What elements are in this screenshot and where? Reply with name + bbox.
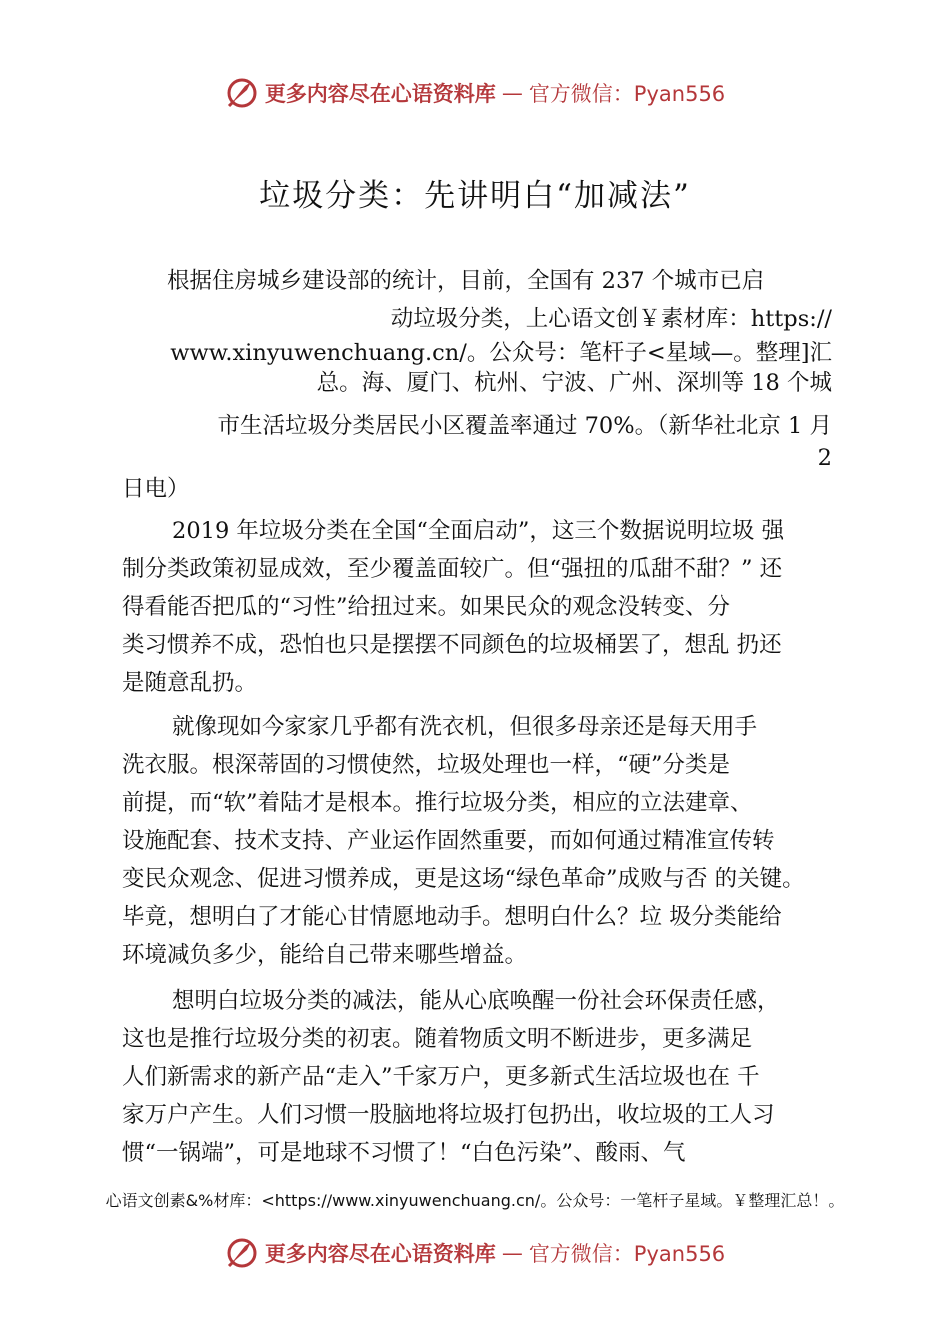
paragraph-line: 想明白垃圾分类的减法，能从心底唤醒一份社会环保责任感，: [172, 988, 780, 1014]
intro-paragraph: [122, 262, 832, 508]
intro-line: 总。海、厦门、杭州、宁波、广州、深圳等 18 个城: [316, 370, 832, 396]
paragraph-line: 这也是推行垃圾分类的初衷。随着物质文明不断进步，更多满足: [122, 1026, 753, 1052]
banner-separator: —: [501, 1241, 523, 1265]
paragraph-line: 人们新需求的新产品“走入”千家万户，更多新式生活垃圾也在 千: [122, 1064, 760, 1090]
intro-line: 2: [817, 445, 832, 471]
paragraph-line: 变民众观念、促进习惯养成，更是这场“绿色革命”成败与否 的关键。: [122, 866, 805, 892]
body-paragraph-1: [122, 512, 832, 702]
header-banner: [0, 76, 950, 110]
paragraph-line: 得看能否把瓜的“习性”给扭过来。如果民众的观念没转变、分: [122, 594, 731, 620]
banner-wechat: 官方微信：Pyan556: [528, 1242, 726, 1266]
brush-logo-icon: [225, 76, 259, 110]
paragraph-line: 就像现如今家家几乎都有洗衣机，但很多母亲还是每天用手: [172, 714, 758, 740]
body-paragraph-2: [122, 708, 832, 974]
banner-separator: —: [501, 81, 523, 105]
source-footer-note: 心语文创素&%材库：<https://www.xinyuwenchuang.cn/。公众号：一笔杆子星域。￥整理汇总！。: [105, 1191, 845, 1210]
paragraph-line: 是随意乱扔。: [122, 670, 258, 696]
banner-text: 更多内容尽在心语资料库: [264, 82, 496, 106]
intro-line: 日电）: [122, 476, 190, 502]
banner-text: 更多内容尽在心语资料库: [264, 1242, 496, 1266]
paragraph-line: 洗衣服。根深蒂固的习惯使然，垃圾处理也一样，“硬”分类是: [122, 752, 731, 778]
intro-line: 动垃圾分类，上心语文创￥素材库：https://: [390, 306, 832, 332]
banner-wechat: 官方微信：Pyan556: [528, 82, 726, 106]
intro-line: 根据住房城乡建设部的统计，目前，全国有 237 个城市已启: [167, 268, 765, 294]
paragraph-line: 毕竟，想明白了才能心甘情愿地动手。想明白什么？垃 圾分类能给: [122, 904, 782, 930]
paragraph-line: 家万户产生。人们习惯一股脑地将垃圾打包扔出，收垃圾的工人习: [122, 1102, 775, 1128]
paragraph-line: 2019 年垃圾分类在全国“全面启动”，这三个数据说明垃圾 强: [172, 518, 785, 544]
paragraph-line: 前提，而“软”着陆才是根本。推行垃圾分类，相应的立法建章、: [122, 790, 753, 816]
intro-line: www.xinyuwenchuang.cn/。公众号：笔杆子<星域—。整理]汇: [170, 340, 832, 366]
intro-line: 市生活垃圾分类居民小区覆盖率通过 70%。（新华社北京 1 月: [217, 413, 832, 439]
paragraph-line: 环境减负多少，能给自己带来哪些增益。: [122, 942, 528, 968]
footer-banner: [0, 1236, 950, 1270]
page-title: 垃圾分类：先讲明白“加减法”: [259, 178, 691, 214]
paragraph-line: 制分类政策初显成效，至少覆盖面较广。但“强扭的瓜甜不甜？” 还: [122, 556, 783, 582]
paragraph-line: 惯“一锅端”，可是地球不习惯了！“白色污染”、酸雨、气: [122, 1140, 686, 1166]
paragraph-line: 类习惯养不成，恐怕也只是摆摆不同颜色的垃圾桶罢了，想乱 扔还: [122, 632, 782, 658]
body-paragraph-3: [122, 982, 832, 1172]
brush-logo-icon: [225, 1236, 259, 1270]
paragraph-line: 设施配套、技术支持、产业运作固然重要，而如何通过精准宣传转: [122, 828, 775, 854]
